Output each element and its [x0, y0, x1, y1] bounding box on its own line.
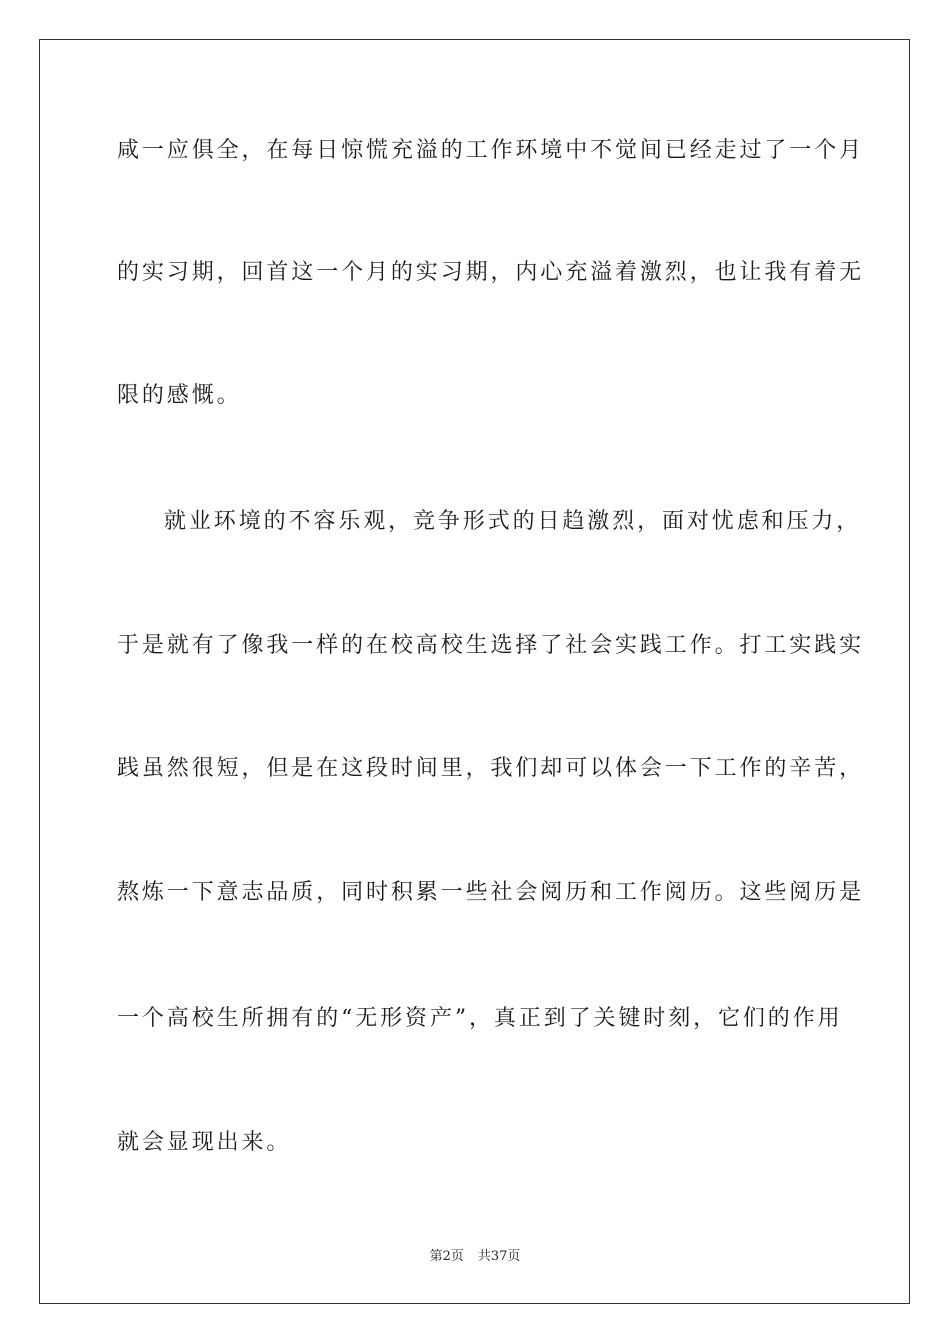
page-footer: [0, 1248, 950, 1266]
text-line-9: 就会显现出来。: [117, 1130, 292, 1155]
text-line-1: 咸一应俱全，在每日惊慌充溢的工作环境中不觉间已经走过了一个月: [117, 138, 865, 163]
text-line-8: 一个高校生所拥有的“无形资产”，真正到了关键时刻，它们的作用: [117, 1006, 843, 1031]
text-line-4-paragraph-start: 就业环境的不容乐观，竞争形式的日趋激烈，面对忧虑和压力，: [164, 509, 862, 534]
page-frame: [39, 39, 910, 1304]
text-line-5: 于是就有了像我一样的在校高校生选择了社会实践工作。打工实践实: [117, 633, 865, 658]
text-line-3: 限的感慨。: [117, 383, 242, 408]
text-line-6: 践虽然很短，但是在这段时间里，我们却可以体会一下工作的辛苦，: [117, 756, 865, 781]
total-page-count: 共37页: [477, 1249, 521, 1264]
text-line-7: 熬炼一下意志品质，同时积累一些社会阅历和工作阅历。这些阅历是: [117, 880, 865, 905]
current-page-number: 第2页: [429, 1249, 464, 1264]
text-line-2: 的实习期，回首这一个月的实习期，内心充溢着激烈，也让我有着无: [117, 260, 865, 285]
